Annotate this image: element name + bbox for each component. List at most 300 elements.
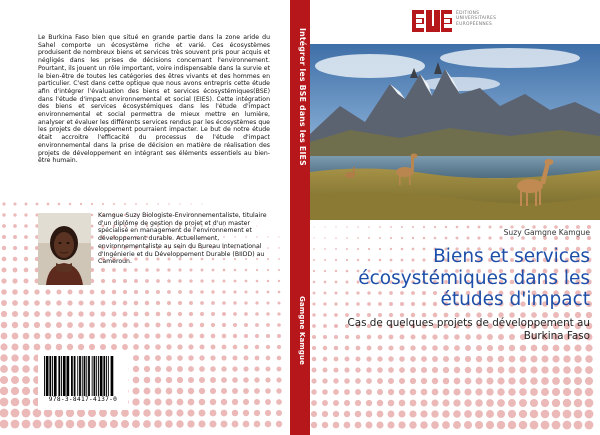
halftone-dot [313,248,315,250]
halftone-dot [585,410,594,419]
halftone-dot [13,246,17,250]
halftone-dot [200,323,204,327]
halftone-dot [100,333,106,339]
halftone-dot [276,377,281,382]
halftone-dot [200,312,204,316]
halftone-dot [489,226,492,229]
halftone-dot [210,399,217,406]
barcode-bar [71,356,73,396]
halftone-dot [234,269,237,272]
halftone-dot [388,356,393,361]
halftone-dot [399,367,405,373]
book-title: Biens et services écosystémiques dans les études d'impact [358,246,590,310]
halftone-dot [211,312,215,316]
halftone-dot [355,356,360,361]
barcode-bar [88,356,90,396]
halftone-dot [366,356,371,361]
halftone-dot [1,322,8,329]
halftone-dot [133,344,139,350]
halftone-dot [167,290,171,294]
halftone-dot [563,377,571,385]
halftone-dot [541,410,550,419]
halftone-dot [165,420,173,428]
halftone-dot [454,389,461,396]
halftone-dot [80,203,82,205]
halftone-dot [421,400,428,407]
halftone-dot [487,356,493,362]
halftone-dot [467,237,470,240]
halftone-dot [24,257,28,261]
halftone-dot [133,355,139,361]
halftone-dot [110,420,118,428]
halftone-dot [254,377,259,382]
halftone-dot [497,421,505,429]
halftone-dot [454,378,461,385]
halftone-dot [132,409,140,417]
halftone-dot [55,420,64,429]
halftone-dot [145,312,150,317]
halftone-dot [211,323,215,327]
halftone-dot [401,226,403,228]
halftone-dot [475,410,483,418]
halftone-dot [387,421,394,428]
halftone-dot [563,366,571,374]
halftone-dot [211,301,215,305]
halftone-dot [322,422,328,428]
halftone-dot [443,345,449,351]
halftone-dot [344,378,350,384]
halftone-dot [189,334,194,339]
halftone-dot [89,311,94,316]
halftone-dot [541,399,549,407]
halftone-dot [410,367,416,373]
halftone-dot [266,301,269,304]
halftone-dot [11,354,18,361]
halftone-dot [344,400,350,406]
halftone-dot [265,377,270,382]
halftone-dot [2,268,7,273]
halftone-dot [497,388,504,395]
halftone-dot [12,289,18,295]
halftone-dot [266,356,271,361]
halftone-dot [12,333,19,340]
halftone-dot [432,356,438,362]
halftone-dot [477,236,480,239]
halftone-dot [144,344,150,350]
halftone-dot [221,399,227,405]
halftone-dot [67,311,73,317]
halftone-dot [541,355,548,362]
halftone-dot [552,377,560,385]
halftone-dot [67,333,73,339]
halftone-dot [531,356,538,363]
halftone-dot [498,356,505,363]
halftone-dot [388,400,395,407]
halftone-dot [22,387,30,395]
halftone-dot [56,322,62,328]
halftone-dot [12,278,17,283]
halftone-dot [243,366,248,371]
halftone-dot [34,344,41,351]
halftone-dot [34,311,40,317]
halftone-dot [122,322,127,327]
halftone-dot [312,302,315,305]
halftone-dot [134,279,138,283]
halftone-dot [166,355,172,361]
halftone-dot [156,279,160,283]
barcode-bar [92,356,93,396]
halftone-dot [334,346,339,351]
halftone-dot [144,355,150,361]
halftone-dot [376,421,383,428]
barcode-bar [96,356,97,396]
halftone-dot [123,279,127,283]
barcode-bar [74,356,76,396]
halftone-dot [55,409,63,417]
halftone-dot [154,420,162,428]
halftone-dot [155,388,162,395]
halftone-dot [232,399,238,405]
halftone-dot [244,290,247,293]
halftone-dot [100,322,106,328]
halftone-dot [244,301,247,304]
halftone-dot [278,291,281,294]
halftone-dot [11,398,20,407]
halftone-dot [377,356,382,361]
halftone-dot [265,421,272,428]
halftone-dot [221,355,226,360]
halftone-dot [377,378,383,384]
halftone-dot [134,290,138,294]
halftone-dot [442,399,449,406]
halftone-dot [278,258,280,260]
halftone-dot [499,236,502,239]
halftone-dot [0,420,8,429]
halftone-dot [90,301,95,306]
halftone-dot [166,399,173,406]
halftone-dot [101,279,105,283]
halftone-dot [123,268,127,272]
halftone-dot [508,388,516,396]
halftone-dot [199,399,206,406]
halftone-dot [243,421,250,428]
halftone-dot [574,388,582,396]
halftone-dot [199,410,206,417]
halftone-dot [311,411,317,417]
halftone-dot [443,356,449,362]
halftone-dot [498,345,504,351]
halftone-dot [388,411,395,418]
halftone-dot [222,301,226,305]
halftone-dot [368,237,370,239]
halftone-dot [377,411,384,418]
halftone-dot [497,410,505,418]
halftone-dot [277,356,282,361]
halftone-dot [412,237,414,239]
halftone-dot [574,399,583,408]
halftone-dot [423,237,426,240]
halftone-dot [244,345,249,350]
barcode-bar [49,356,51,396]
barcode [38,352,128,410]
halftone-dot [574,366,582,374]
barcode-bar [67,356,70,396]
halftone-dot [276,399,282,405]
halftone-dot [313,281,316,284]
halftone-dot [519,366,526,373]
halftone-dot [553,345,560,352]
halftone-dot [100,311,105,316]
barcode-bar [79,356,81,396]
halftone-dot [476,356,482,362]
halftone-dot [101,301,106,306]
halftone-dot [401,237,403,239]
halftone-dot [156,301,160,305]
halftone-dot [11,409,20,418]
halftone-dot [167,323,172,328]
halftone-dot [113,203,115,205]
halftone-dot [91,203,93,205]
halftone-dot [177,355,183,361]
halftone-dot [530,399,538,407]
halftone-dot [91,214,94,217]
halftone-dot [221,377,227,383]
halftone-dot [312,335,316,339]
halftone-dot [234,280,237,283]
halftone-dot [443,389,450,396]
barcode-bar [98,356,99,396]
halftone-dot [434,226,436,228]
halftone-dot [133,388,140,395]
front-author: Suzy Gamgne Kamgue [503,228,590,237]
halftone-dot [312,313,315,316]
halftone-dot [22,398,30,406]
halftone-dot [323,313,327,317]
halftone-dot [23,278,28,283]
halftone-dot [277,312,280,315]
halftone-dot [563,388,571,396]
halftone-dot [443,367,449,373]
halftone-dot [277,345,281,349]
halftone-dot [355,422,362,429]
halftone-dot [278,247,279,248]
barcode-bar [77,356,78,396]
halftone-dot [56,311,62,317]
halftone-dot [323,324,327,328]
halftone-dot [121,420,129,428]
halftone-dot [421,367,427,373]
halftone-dot [189,301,193,305]
front-dot-pattern [310,190,600,435]
halftone-dot [47,203,50,206]
halftone-dot [23,300,29,306]
halftone-dot [334,357,339,362]
halftone-dot [377,400,383,406]
halftone-dot [188,355,193,360]
halftone-dot [23,289,28,294]
halftone-dot [542,345,549,352]
halftone-dot [324,292,327,295]
halftone-dot [88,420,96,428]
halftone-dot [487,345,493,351]
halftone-dot [145,290,149,294]
halftone-dot [366,411,373,418]
halftone-dot [122,344,128,350]
halftone-dot [464,421,472,429]
halftone-dot [133,366,139,372]
halftone-dot [244,356,249,361]
halftone-dot [256,280,259,283]
halftone-dot [166,333,171,338]
halftone-dot [434,237,437,240]
halftone-dot [344,422,351,429]
barcode-bar [108,356,109,396]
halftone-dot [101,290,106,295]
halftone-dot [442,421,450,429]
halftone-dot [189,290,193,294]
halftone-dot [189,268,192,271]
halftone-dot [44,409,53,418]
halftone-dot [209,420,216,427]
halftone-dot [221,421,228,428]
halftone-dot [222,312,226,316]
halftone-dot [278,269,280,271]
halftone-dot [178,323,183,328]
halftone-dot [211,279,214,282]
halftone-dot [144,322,149,327]
halftone-dot [168,203,169,204]
halftone-dot [574,344,581,351]
halftone-dot [520,356,527,363]
halftone-dot [167,312,171,316]
halftone-dot [177,399,184,406]
halftone-dot [276,421,282,427]
halftone-dot [345,357,350,362]
halftone-dot [486,410,494,418]
halftone-dot [445,237,448,240]
halftone-dot [432,389,439,396]
halftone-dot [166,377,172,383]
halftone-dot [78,344,84,350]
halftone-dot [267,280,270,283]
halftone-dot [388,367,394,373]
halftone-dot [112,290,116,294]
halftone-dot [45,333,51,339]
publisher-name: ÉDITIONS UNIVERSITAIRES EUROPÉENNES [456,11,497,27]
halftone-dot [564,345,571,352]
halftone-dot [66,420,75,429]
halftone-dot [56,344,63,351]
halftone-dot [509,356,516,363]
halftone-dot [255,312,259,316]
halftone-dot [409,410,416,417]
halftone-dot [574,377,582,385]
halftone-dot [266,323,270,327]
halftone-dot [333,367,338,372]
halftone-dot [145,279,149,283]
halftone-dot [357,226,359,228]
halftone-dot [476,367,483,374]
halftone-dot [189,312,193,316]
halftone-dot [34,333,41,340]
barcode-bar [103,356,105,396]
halftone-dot [443,378,450,385]
halftone-dot [256,291,259,294]
halftone-dot [265,388,271,394]
halftone-dot [464,410,472,418]
halftone-dot [475,388,482,395]
halftone-dot [322,389,328,395]
halftone-dot [346,237,348,239]
halftone-dot [563,410,572,419]
halftone-dot [88,409,96,417]
front-cover [310,0,600,435]
halftone-dot [221,366,226,371]
halftone-dot [313,237,314,238]
halftone-dot [530,377,538,385]
halftone-dot [223,269,226,272]
halftone-dot [431,410,438,417]
halftone-dot [465,356,471,362]
halftone-dot [552,388,560,396]
halftone-dot [508,377,515,384]
halftone-dot [277,323,281,327]
halftone-dot [11,387,19,395]
halftone-dot [519,399,527,407]
book-spine [290,0,310,435]
halftone-dot [323,346,327,350]
barcode-bar [100,356,103,396]
halftone-dot [377,367,383,373]
halftone-dot [1,333,8,340]
halftone-dot [2,235,6,239]
halftone-dot [453,399,460,406]
halftone-dot [431,399,438,406]
halftone-dot [0,343,7,350]
halftone-dot [541,366,548,373]
halftone-dot [509,345,515,351]
halftone-dot [453,421,461,429]
halftone-dot [311,378,316,383]
halftone-dot [91,225,94,228]
halftone-dot [267,269,269,271]
halftone-dot [143,398,150,405]
halftone-dot [45,344,52,351]
halftone-dot [324,237,325,238]
halftone-dot [232,377,238,383]
halftone-dot [0,365,8,373]
halftone-dot [574,355,581,362]
halftone-dot [201,269,204,272]
author-bio: Kamgue Suzy Biologiste-Environnementaliste, titulaire d'un diplôme de gestion de projet et d'un master spécialisé en management de l'environnement et développement durable. Actuellement, environnementaliste au sein du Bureau International d'Ingénierie et du Développement Durable (BIIDD) au Cameroun. [98,212,267,266]
halftone-dot [112,279,116,283]
halftone-dot [255,301,258,304]
halftone-dot [278,302,281,305]
halftone-dot [519,388,527,396]
halftone-dot [200,290,204,294]
halftone-dot [221,410,228,417]
halftone-dot [23,322,29,328]
halftone-dot [66,409,74,417]
halftone-dot [454,367,460,373]
halftone-dot [255,323,259,327]
halftone-dot [432,367,438,373]
halftone-dot [345,346,350,351]
halftone-dot [156,312,161,317]
halftone-dot [265,399,271,405]
halftone-dot [11,365,19,373]
halftone-dot [324,281,327,284]
